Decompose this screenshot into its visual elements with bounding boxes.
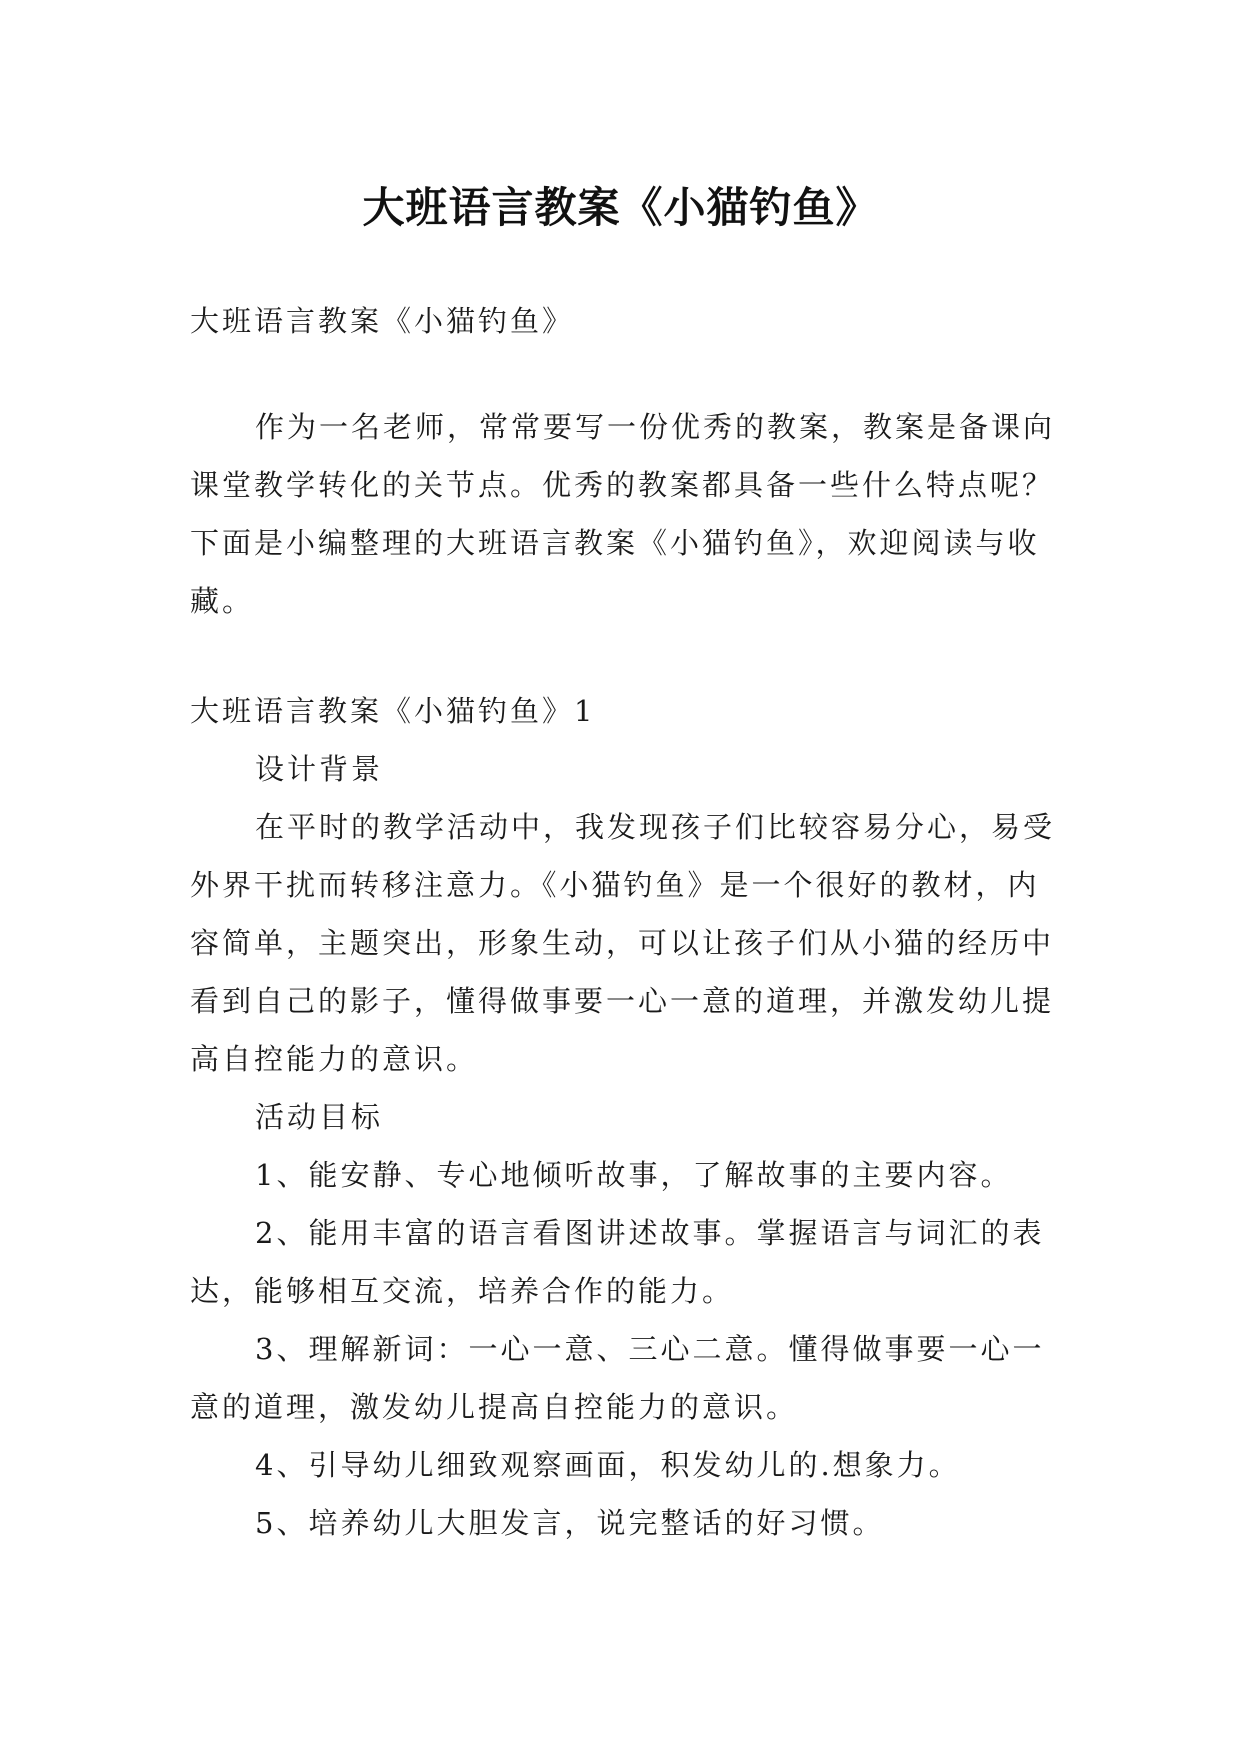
goal-item: 1、能安静、专心地倾听故事，了解故事的主要内容。 [255, 1158, 1013, 1192]
intro-paragraph: 作为一名老师，常常要写一份优秀的教案，教案是备课向课堂教学转化的关节点。优秀的教案都具备一些什么特点呢？下面是小编整理的大班语言教案《小猫钓鱼》，欢迎阅读与收藏。 [190, 410, 1056, 618]
document-subtitle: 大班语言教案《小猫钓鱼》 [190, 304, 575, 338]
goal-item: 3、理解新词：一心一意、三心二意。懂得做事要一心一意的道理，激发幼儿提高自控能力的意识。 [190, 1332, 1045, 1424]
document-title: 大班语言教案《小猫钓鱼》 [362, 183, 879, 233]
background-paragraph: 在平时的教学活动中，我发现孩子们比较容易分心，易受外界干扰而转移注意力。《小猫钓鱼》是一个很好的教材，内容简单，主题突出，形象生动，可以让孩子们从小猫的经历中看到自己的影子，懂得做事要一心一意的道理，并激发幼儿提高自控能力的意识。 [190, 810, 1056, 1076]
background-heading: 设计背景 [255, 752, 384, 786]
goal-item: 2、能用丰富的语言看图讲述故事。掌握语言与词汇的表达，能够相互交流，培养合作的能力。 [190, 1216, 1045, 1308]
section-title: 大班语言教案《小猫钓鱼》1 [190, 694, 596, 728]
goals-heading: 活动目标 [255, 1100, 384, 1134]
goal-item: 5、培养幼儿大胆发言，说完整话的好习惯。 [255, 1506, 885, 1540]
goal-item: 4、引导幼儿细致观察画面，积发幼儿的.想象力。 [255, 1448, 961, 1482]
document-body [190, 292, 1060, 1552]
